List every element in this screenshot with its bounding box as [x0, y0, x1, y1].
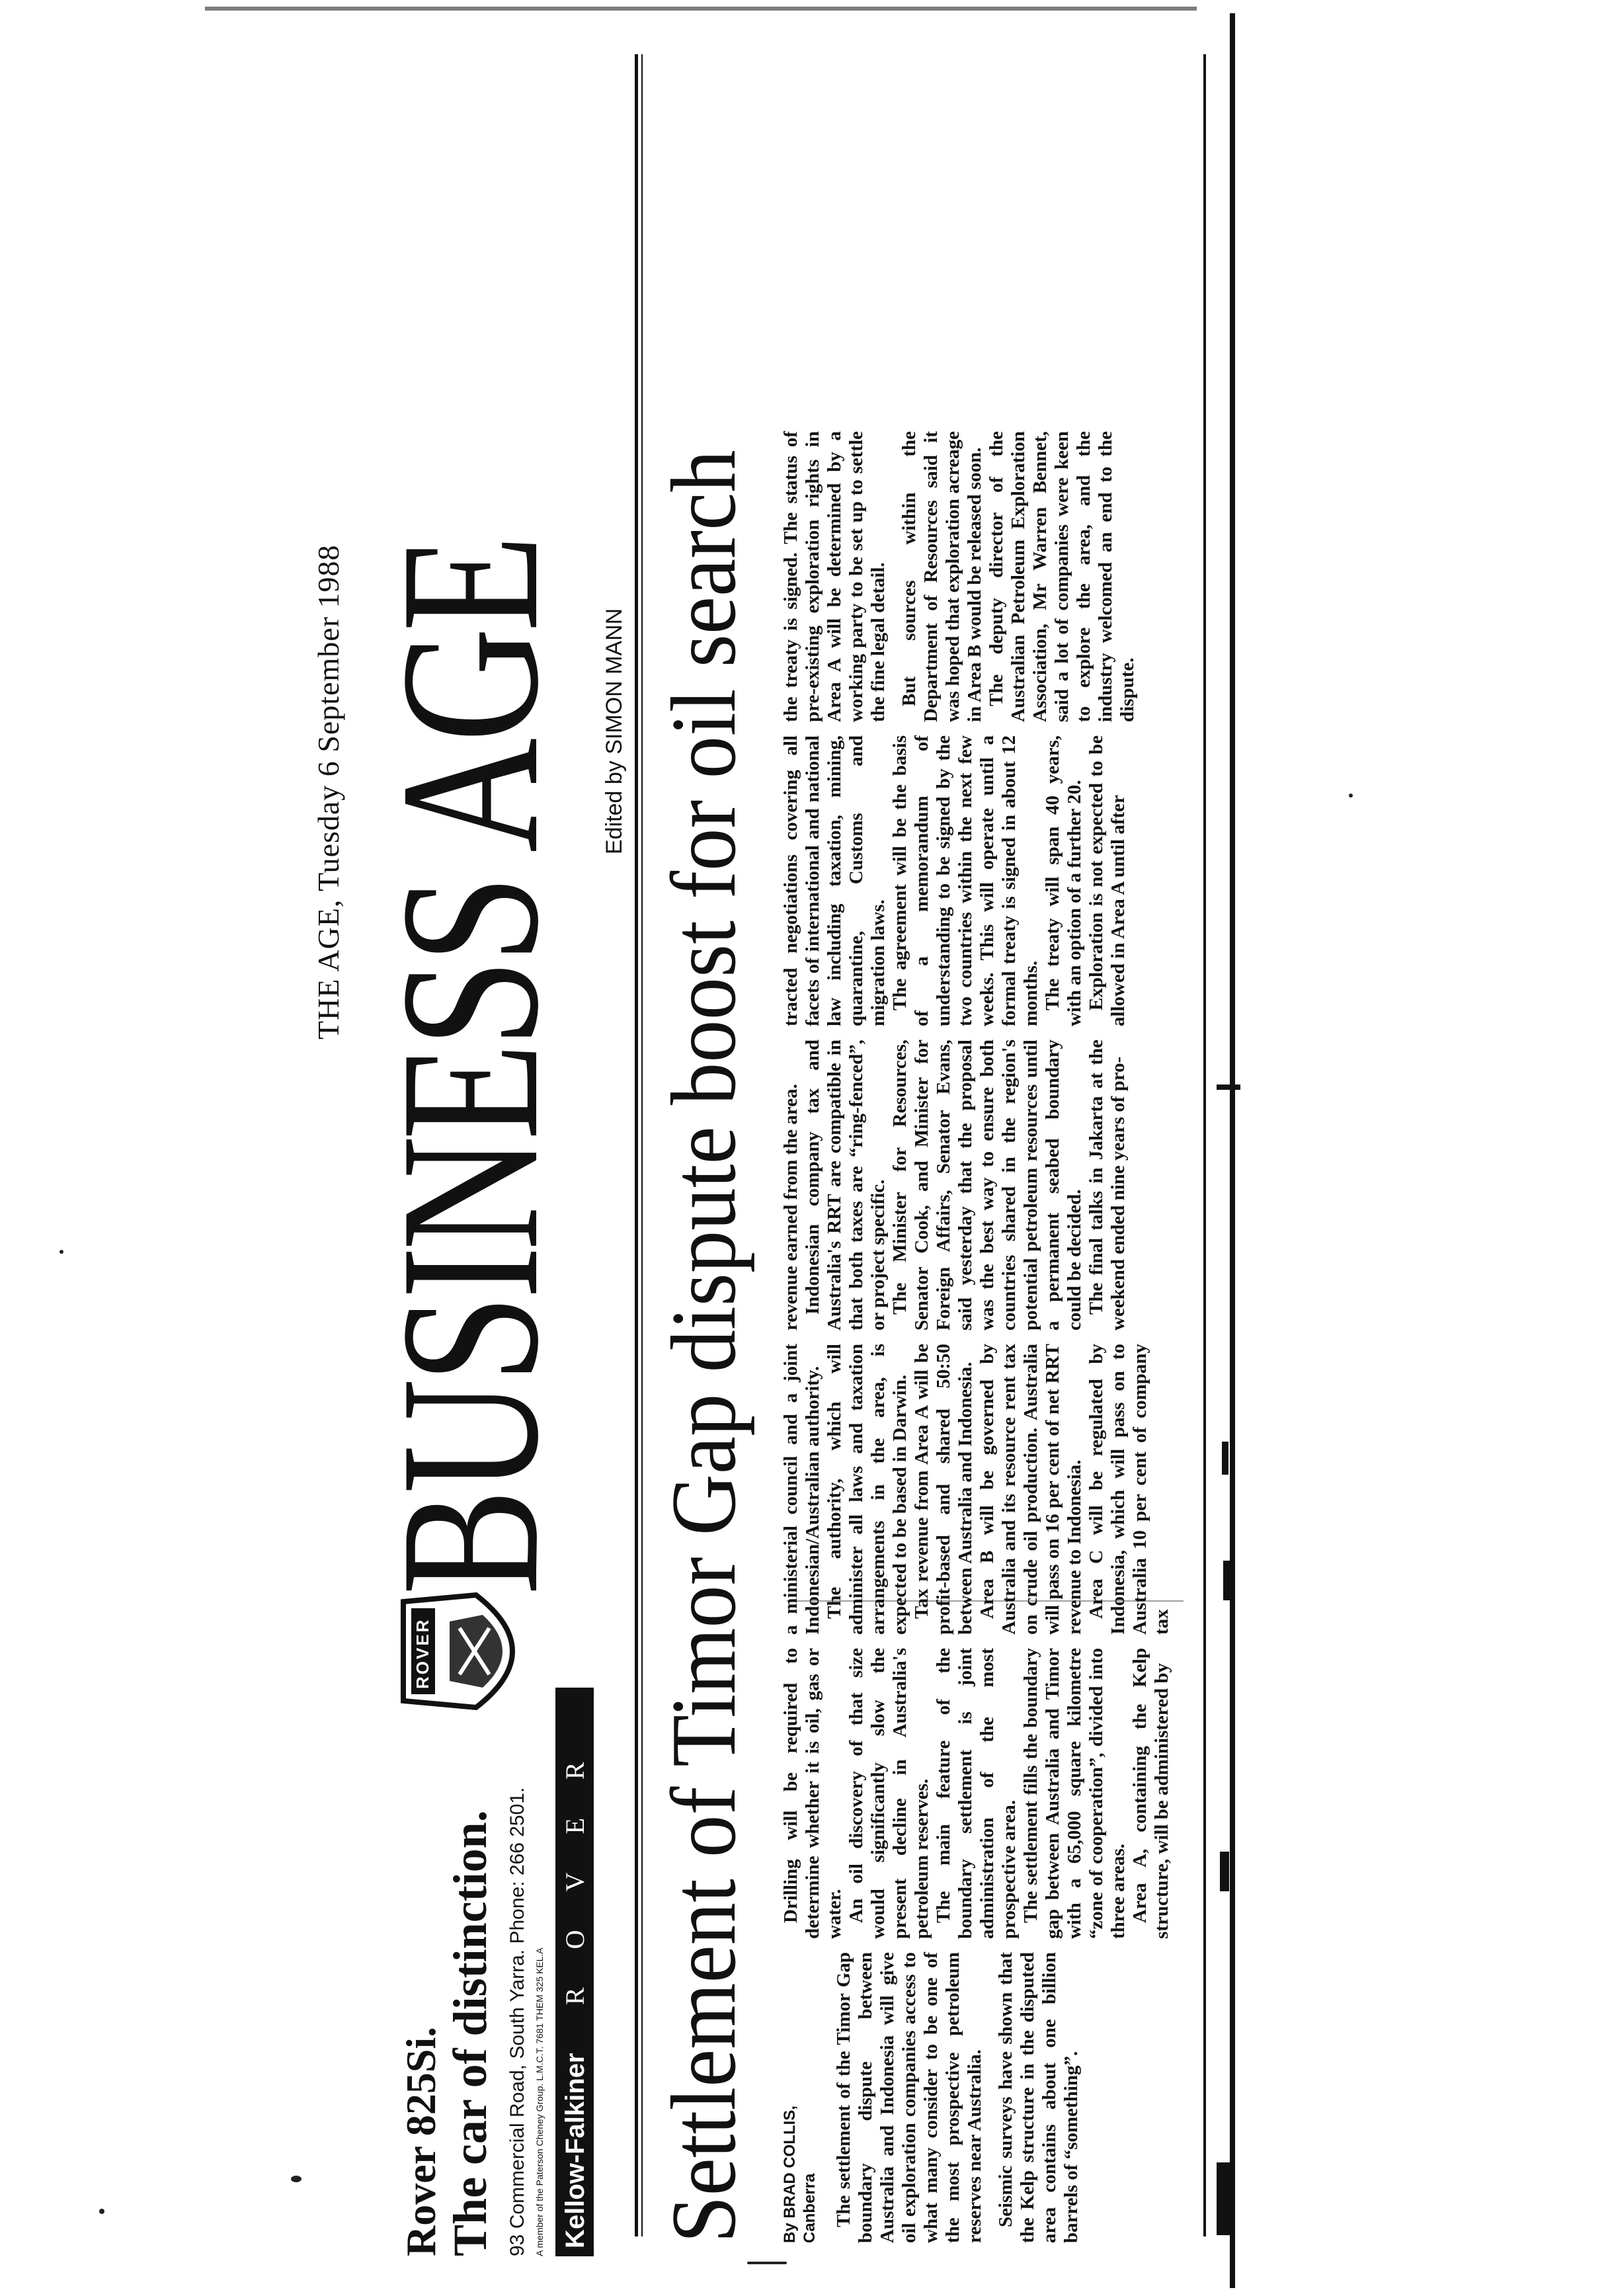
paragraph: a ministerial council and a joint Indonesian/Australian authority.	[780, 1344, 823, 1635]
paragraph: The deputy director of the Australian Petroleum Exploration Association, Mr Warren Bennet, said a lot of companies were keen to explore the area, and the industry welcomed an end to the dispute.	[986, 431, 1138, 722]
article-byline	[780, 2106, 820, 2243]
paragraph: The treaty will span 40 years, with an option of a further 20.	[1042, 735, 1085, 1026]
article-column-4	[780, 1040, 1129, 1331]
ad-tagline: The car of distinction.	[444, 1810, 497, 2256]
ad-dealer-name: Kellow-Falkiner	[561, 2053, 590, 2248]
rover-badge-icon	[397, 1588, 542, 1714]
paragraph: Exploration is not expected to be allowed in Area A until after	[1086, 735, 1129, 1026]
ad-title: Rover 825Si.	[397, 2026, 444, 2256]
paragraph: The Minister for Resources, Senator Cook, and Minister for Foreign Affairs, Senator Evans, said yesterday that the proposal was the best way to ensure both countries shared in the region's potential petroleum resources until a permanent seabed boundary could be decided.	[889, 1040, 1085, 1331]
article-column-3	[780, 1344, 1173, 1635]
paragraph: Area B will be governed by Australia and its resource rent tax on crude oil production. Australia will pass on 16 per cent of net RRT revenue to Indonesia.	[977, 1344, 1085, 1635]
paragraph: Tax revenue from Area A will be profit-based and shared 50:50 between Australia and Indonesia.	[911, 1344, 976, 1635]
article-column-1	[833, 1952, 1082, 2243]
ad-dealer-bar	[555, 1688, 594, 2256]
masthead-rule	[635, 54, 638, 2236]
byline-author: By BRAD COLLIS,	[781, 2105, 799, 2243]
paragraph: The agreement will be the basis of a memorandum of understanding to be signed by the two countries within the next few weeks. This will operate until a formal treaty is signed in about 12 months.	[889, 735, 1041, 1026]
rover-advertisement[interactable]	[397, 1618, 648, 2256]
paragraph: Area C will be regulated by Indonesia, which will pass on to Australia 10 per cent of company tax	[1086, 1344, 1172, 1635]
paragraph: The main feature of the boundary settlement is joint administration of the most prospective area.	[933, 1648, 1020, 1939]
ad-address: 93 Commercial Road, South Yarra. Phone: 266 2501.	[506, 1787, 528, 2256]
byline-dateline: Canberra	[801, 2173, 819, 2243]
masthead-rule-thin	[641, 54, 643, 2236]
article-column-2	[780, 1648, 1173, 1939]
badge-label: ROVER	[413, 1618, 432, 1689]
paragraph: The final talks in Jakarta at the weekend ended nine years of pro-	[1086, 1040, 1129, 1331]
article-column-6	[780, 431, 1139, 722]
paragraph: Indonesian company tax and Australia's RRT are compatible in that both taxes are “ring-fenced”, or project specific.	[802, 1040, 889, 1331]
paragraph: But sources within the Department of Resources said it was hoped that exploration acreage in Area B would be released soon.	[899, 431, 985, 722]
paragraph: An oil discovery of that size would significantly slow the present decline in Australia's petroleum reserves.	[846, 1648, 932, 1939]
paragraph: Area A, containing the Kelp structure, will be administered by	[1129, 1648, 1172, 1939]
paragraph: revenue earned from the area.	[780, 1084, 801, 1331]
paragraph: The settlement fills the boundary gap between Australia and Timor with a 65,000 square kilometre “zone of cooperation”, divided into three areas.	[1020, 1648, 1129, 1939]
paragraph: Seismic surveys have shown that the Kelp structure in the disputed area contains about one billion barrels of “something”.	[995, 1952, 1082, 2243]
paragraph: tracted negotiations covering all facets of international and national law including taxation, mining, quarantine, Customs and migration laws.	[780, 735, 889, 1026]
paragraph: the treaty is signed. The status of pre-existing exploration rights in Area A will be determined by a working party to be set up to settle the fine legal detail.	[780, 431, 889, 722]
paragraph: The authority, which will administer all laws and taxation arrangements in the area, is expected to be based in Darwin.	[824, 1344, 910, 1635]
ad-fine-print: A member of the Paterson Cheney Group. L.M.C.T. 7681 THEM 325 KEL.A	[534, 1948, 545, 2256]
section-masthead: BUSINESS AGE	[360, 539, 579, 1595]
article-column-5	[780, 735, 1129, 1026]
page-bottom-rule	[1203, 54, 1206, 2236]
paragraph: Drilling will be required to determine whether it is oil, gas or water.	[780, 1648, 845, 1939]
ad-brand-name: ROVER	[560, 1723, 590, 2005]
article-headline: Settlement of Timor Gap dispute boost for oil search	[653, 450, 755, 2243]
publication-date-line: THE AGE, Tuesday 6 September 1988	[311, 544, 345, 1040]
paragraph: The settlement of the Timor Gap boundary dispute between Australia and Indonesia will give oil exploration companies access to what many consider to be one of the most prospective petroleum reserves near Australia.	[833, 1952, 985, 2243]
edited-by-line: Edited by SIMON MANN	[602, 608, 627, 854]
